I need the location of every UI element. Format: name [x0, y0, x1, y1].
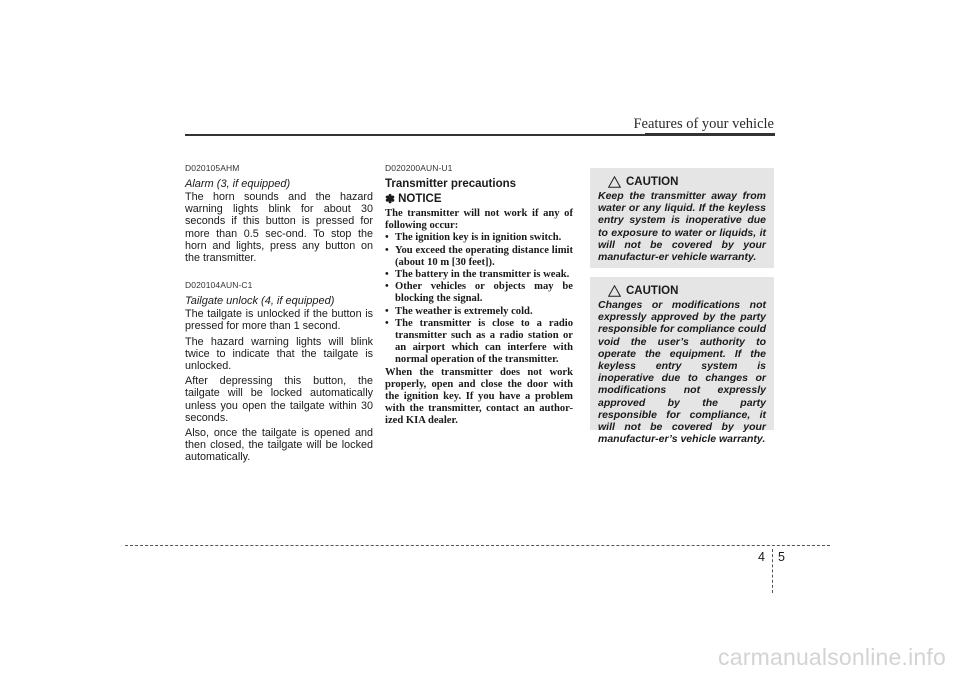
notice-bullet: • The transmitter is close to a radio transmitter such as a radio station or an airport which can interfere with normal operation of the transmitter. — [385, 318, 573, 367]
notice-star-icon: ✽ — [385, 192, 396, 206]
notice-heading — [385, 192, 573, 206]
watermark: carmanualsonline.info — [718, 644, 946, 670]
notice-bullet: • The weather is extremely cold. — [385, 306, 573, 318]
precautions-section-code: D020200AUN-U1 — [385, 163, 453, 173]
notice-intro: The transmitter will not work if any of following occur: — [385, 208, 573, 232]
left-column — [185, 163, 373, 467]
notice-bullet: • The battery in the transmitter is weak. — [385, 269, 573, 281]
caution-heading — [608, 176, 766, 188]
warning-triangle-icon — [608, 176, 621, 188]
caution-box-water — [590, 168, 774, 268]
page-number-divider — [772, 549, 773, 593]
precautions-title: Transmitter precautions — [385, 178, 517, 190]
page-header-title: Features of your vehicle — [633, 116, 774, 132]
header-rule — [185, 134, 775, 136]
tailgate-subtitle: Tailgate unlock (4, if equipped) — [185, 295, 335, 308]
page-number: 5 — [778, 550, 785, 564]
warning-triangle-icon — [608, 285, 621, 297]
chapter-number: 4 — [758, 550, 765, 564]
notice-body — [385, 208, 573, 428]
alarm-subtitle: Alarm (3, if equipped) — [185, 178, 291, 190]
caution-heading — [608, 285, 766, 297]
caution-label: CAUTION — [626, 285, 679, 297]
notice-label: NOTICE — [398, 193, 442, 205]
caution-text: Changes or modifications not expressly approved by the party responsible for compliance could void the user’s authority to operate the equipment. If the keyless entry system is inoperative due to changes or modifications not expressly approved by the party responsible for compliance, it will not be covered by your manufactur-er’s vehicle warranty. — [598, 299, 766, 446]
caution-box-modifications — [590, 277, 774, 446]
tailgate-paragraph-1: The tailgate is unlocked if the button is pressed for more than 1 second. — [185, 308, 373, 333]
tailgate-paragraph-3: After depressing this button, the tailgate will be locked automatically unless you open the tailgate within 30 seconds. — [185, 375, 373, 424]
alarm-paragraph: The horn sounds and the hazard warning lights blink for about 30 seconds if this button is pressed for more than 0.5 sec-ond. To stop the horn and lights, press any button on the transmitter. — [185, 191, 373, 265]
footer-rule — [125, 545, 830, 546]
notice-bullet: • You exceed the operating distance limit (about 10 m [30 feet]). — [385, 245, 573, 269]
tailgate-paragraph-4: Also, once the tailgate is opened and then closed, the tailgate will be locked automatically. — [185, 427, 373, 464]
middle-column — [385, 163, 573, 428]
tailgate-section-code: D020104AUN-C1 — [185, 280, 253, 291]
tailgate-paragraph-2: The hazard warning lights will blink twice to indicate that the tailgate is unlocked. — [185, 335, 373, 373]
caution-label: CAUTION — [626, 176, 679, 188]
notice-bullet-list — [385, 232, 573, 366]
notice-outro: When the transmitter does not work properly, open and close the door with the ignition key. If you have a problem with the transmitter, contact an author-ized KIA dealer. — [385, 366, 573, 427]
caution-text: Keep the transmitter away from water or any liquid. If the keyless entry system is inoperative due to exposure to water or liquids, it will not be covered by your manufactur-er vehicle warranty. — [598, 190, 766, 264]
notice-bullet: • Other vehicles or objects may be blocking the signal. — [385, 281, 573, 305]
section-gap — [185, 267, 373, 280]
alarm-section-code: D020105AHM — [185, 163, 240, 173]
notice-bullet: • The ignition key is in ignition switch. — [385, 232, 573, 244]
